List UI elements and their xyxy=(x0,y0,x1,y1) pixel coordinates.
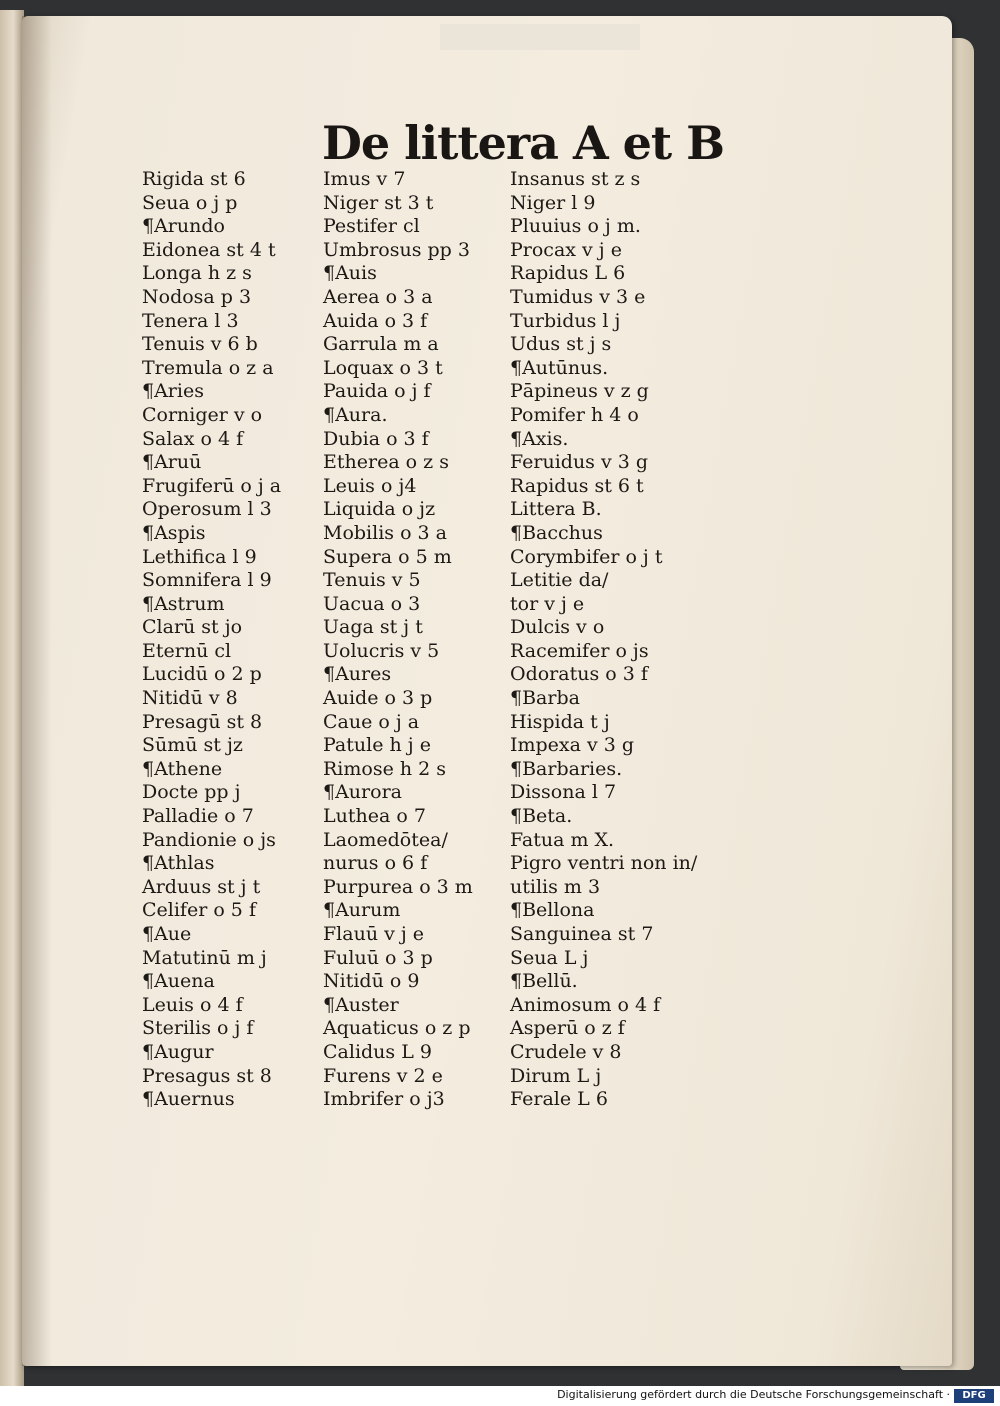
word-entry: ¶Aura. xyxy=(323,403,388,426)
word-entry: Nitidū o 9 xyxy=(323,970,420,993)
word-entry: Pigro ventri non in/ xyxy=(510,852,698,875)
word-entry: Seua L j xyxy=(510,946,589,969)
funding-notice: Digitalisierung gefördert durch die Deutsche Forschungsgemeinschaft · xyxy=(557,1388,950,1401)
word-entry: Furens v 2 e xyxy=(323,1064,443,1087)
word-entry: Calidus L 9 xyxy=(323,1040,432,1063)
word-entry: ¶Astrum xyxy=(142,592,225,615)
word-entry: Pomifer h 4 o xyxy=(510,403,639,426)
word-entry: Etherea o z s xyxy=(323,451,449,474)
previous-page-edge xyxy=(0,10,24,1386)
word-entry: Turbidus l j xyxy=(510,309,621,332)
word-entry: Longa h z s xyxy=(142,262,252,285)
word-entry: Sanguinea st 7 xyxy=(510,923,654,945)
word-entry: ¶Aruū xyxy=(142,451,202,474)
word-entry: Eternū cl xyxy=(142,639,232,662)
word-entry: Tenuis v 5 xyxy=(323,569,421,592)
word-entry: Operosum l 3 xyxy=(142,498,272,521)
word-entry: ¶Athene xyxy=(142,757,223,780)
word-entry: Pauida o j f xyxy=(323,380,431,403)
dfg-logo: DFG xyxy=(954,1389,994,1403)
word-entry: Dirum L j xyxy=(510,1064,602,1087)
word-entry: Auida o 3 f xyxy=(323,309,428,332)
word-entry: Animosum o 4 f xyxy=(510,993,661,1016)
word-entry: Eidonea st 4 t xyxy=(142,238,276,261)
paper-patch xyxy=(440,24,640,50)
word-entry: Asperū o z f xyxy=(510,1017,625,1040)
word-entry: ¶Aspis xyxy=(142,521,206,544)
word-entry: ¶Aue xyxy=(142,923,192,945)
word-entry: Presagū st 8 xyxy=(142,710,263,733)
word-entry: Pandionie o js xyxy=(142,828,276,851)
word-entry: Corymbifer o j t xyxy=(510,545,663,568)
word-entry: ¶Aurora xyxy=(323,781,402,804)
word-entry: ¶Aures xyxy=(323,663,392,686)
word-entry: Tenuis v 6 b xyxy=(142,333,258,356)
word-entry: Matutinū m j xyxy=(142,946,267,969)
word-entry: Palladie o 7 xyxy=(142,805,254,828)
word-entry: Liquida o jz xyxy=(323,498,436,521)
word-entry: Uolucris v 5 xyxy=(323,639,440,662)
word-entry: ¶Barbaries. xyxy=(510,757,623,780)
word-entry: ¶Bacchus xyxy=(510,521,603,544)
word-entry: tor v j e xyxy=(510,592,585,615)
word-entry: Imus v 7 xyxy=(323,168,406,190)
word-entry: Odoratus o 3 f xyxy=(510,663,648,686)
word-entry: Procax v j e xyxy=(510,238,622,261)
word-entry: Supera o 5 m xyxy=(323,545,452,568)
word-entry: Fatua m X. xyxy=(510,828,615,851)
word-entry: ¶Barba xyxy=(510,687,580,710)
word-entry: Racemifer o js xyxy=(510,639,649,662)
word-entry: Pluuius o j m. xyxy=(510,215,641,238)
word-entry: Lethifica l 9 xyxy=(142,545,257,568)
word-entry: Rapidus st 6 t xyxy=(510,474,644,497)
word-entry: Pestifer cl xyxy=(323,215,420,238)
word-entry: Pāpineus v z g xyxy=(510,380,649,403)
word-entry: Aquaticus o z p xyxy=(323,1017,471,1040)
word-entry: Loquax o 3 t xyxy=(323,356,443,379)
word-entry: Seua o j p xyxy=(142,191,238,214)
word-entry: ¶Athlas xyxy=(142,852,215,875)
word-entry: Aerea o 3 a xyxy=(323,285,433,308)
word-entry: ¶Auster xyxy=(323,993,399,1016)
word-entry: Laomedōtea/ xyxy=(323,828,448,851)
word-entry: Mobilis o 3 a xyxy=(323,521,448,544)
word-entry: Rimose h 2 s xyxy=(323,757,447,780)
word-entry: Corniger v o xyxy=(142,403,263,426)
word-entry: Feruidus v 3 g xyxy=(510,451,649,474)
word-entry: Purpurea o 3 m xyxy=(323,875,473,898)
word-entry: Crudele v 8 xyxy=(510,1040,622,1063)
word-entry: ¶Bellū. xyxy=(510,970,578,993)
word-entry: Lucidū o 2 p xyxy=(142,663,262,686)
word-entry: Luthea o 7 xyxy=(323,805,426,828)
word-entry: Flauū v j e xyxy=(323,923,425,945)
word-entry: ¶Autūnus. xyxy=(510,356,609,379)
word-entry: Umbrosus pp 3 xyxy=(323,238,470,261)
word-entry: Udus st j s xyxy=(510,333,612,356)
word-entry: Tenera l 3 xyxy=(142,309,239,332)
word-entry: Impexa v 3 g xyxy=(510,734,635,757)
word-entry: Docte pp j xyxy=(142,781,241,804)
word-entry: ¶Auis xyxy=(323,262,377,285)
word-entry: Uaga st j t xyxy=(323,616,423,639)
word-entry: ¶Beta. xyxy=(510,805,573,828)
word-entry: Rapidus L 6 xyxy=(510,262,626,285)
word-entry: Hispida t j xyxy=(510,710,610,733)
page-heading: De littera A et B xyxy=(322,116,725,170)
word-entry: Nitidū v 8 xyxy=(142,687,238,710)
word-entry: Uacua o 3 xyxy=(323,592,421,615)
word-entry: Somnifera l 9 xyxy=(142,569,272,592)
word-entry: Salax o 4 f xyxy=(142,427,244,450)
word-entry: Tremula o z a xyxy=(142,356,274,379)
word-entry: Clarū st jo xyxy=(142,616,243,639)
word-entry: ¶Auena xyxy=(142,970,215,993)
word-entry: ¶Aurum xyxy=(323,899,401,922)
word-entry: Niger st 3 t xyxy=(323,191,434,214)
word-entry: Tumidus v 3 e xyxy=(510,285,646,308)
word-entry: Sūmū st jz xyxy=(142,734,243,757)
word-entry: Arduus st j t xyxy=(142,875,261,898)
word-entry: ¶Aries xyxy=(142,380,204,403)
word-entry: ¶Bellona xyxy=(510,899,595,922)
word-entry: Presagus st 8 xyxy=(142,1064,272,1087)
word-entry: Patule h j e xyxy=(323,734,431,757)
word-entry: Caue o j a xyxy=(323,710,420,733)
word-entry: Littera B. xyxy=(510,498,602,521)
word-entry: ¶Arundo xyxy=(142,215,225,238)
word-entry: ¶Auernus xyxy=(142,1088,235,1111)
word-entry: ¶Augur xyxy=(142,1040,214,1063)
word-entry: Celifer o 5 f xyxy=(142,899,256,922)
word-entry: Garrula m a xyxy=(323,333,439,356)
word-entry: Dulcis v o xyxy=(510,616,605,639)
word-entry: Dissona l 7 xyxy=(510,781,617,804)
word-entry: Frugiferū o j a xyxy=(142,474,282,497)
word-entry: Niger l 9 xyxy=(510,191,596,214)
word-entry: Leuis o j4 xyxy=(323,474,417,497)
word-entry: Letitie da/ xyxy=(510,569,609,592)
word-entry: nurus o 6 f xyxy=(323,852,428,875)
word-entry: Ferale L 6 xyxy=(510,1088,608,1111)
word-entry: Sterilis o j f xyxy=(142,1017,254,1040)
word-entry: Nodosa p 3 xyxy=(142,285,252,308)
footer-bar xyxy=(0,1386,1000,1406)
word-column-3 xyxy=(510,168,750,1112)
word-entry: ¶Axis. xyxy=(510,427,569,450)
word-entry: Fuluū o 3 p xyxy=(323,946,433,969)
word-entry: Rigida st 6 xyxy=(142,168,246,190)
word-entry: Imbrifer o j3 xyxy=(323,1088,445,1111)
word-entry: Auide o 3 p xyxy=(323,687,433,710)
word-entry: utilis m 3 xyxy=(510,875,601,898)
word-entry: Dubia o 3 f xyxy=(323,427,429,450)
word-entry: Leuis o 4 f xyxy=(142,993,243,1016)
word-entry: Insanus st z s xyxy=(510,168,641,190)
